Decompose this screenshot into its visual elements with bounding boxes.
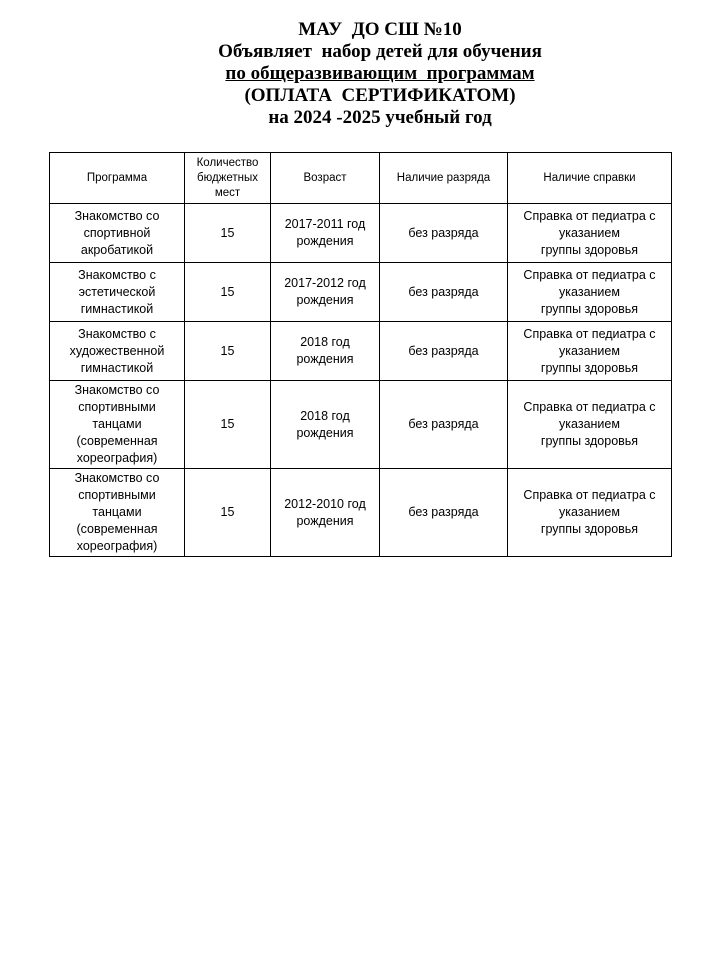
table-row [50,469,672,557]
column-header-age: Возраст [271,153,380,204]
rank-cell: без разряда [380,322,508,381]
places-cell: 15 [185,204,271,263]
column-header-places: Количество бюджетных мест [185,153,271,204]
certificate-cell: Справка от педиатра с указанием группы здоровья [508,469,672,557]
program-cell: Знакомство со спортивными танцами (современная хореография) [50,469,185,557]
places-cell: 15 [185,322,271,381]
age-cell: 2017-2012 год рождения [271,263,380,322]
certificate-cell: Справка от педиатра с указанием группы здоровья [508,263,672,322]
announcement-header [0,19,720,129]
rank-cell: без разряда [380,381,508,469]
school-name: МАУ ДО СШ №10 [298,19,462,40]
places-cell: 15 [185,469,271,557]
payment-note: (ОПЛАТА СЕРТИФИКАТОМ) [244,85,516,106]
age-cell: 2018 год рождения [271,322,380,381]
table-row [50,263,672,322]
table-header-row [50,153,672,204]
column-header-rank: Наличие разряда [380,153,508,204]
school-year: на 2024 -2025 учебный год [268,107,492,128]
age-cell: 2017-2011 год рождения [271,204,380,263]
age-cell: 2018 год рождения [271,381,380,469]
program-cell: Знакомство с художественной гимнастикой [50,322,185,381]
enrollment-table [49,152,672,557]
places-cell: 15 [185,381,271,469]
program-cell: Знакомство со спортивной акробатикой [50,204,185,263]
program-cell: Знакомство со спортивными танцами (современная хореография) [50,381,185,469]
announcement-title: Объявляет набор детей для обучения [218,41,542,62]
table-row [50,381,672,469]
table-row [50,322,672,381]
places-cell: 15 [185,263,271,322]
certificate-cell: Справка от педиатра с указанием группы здоровья [508,322,672,381]
rank-cell: без разряда [380,204,508,263]
certificate-cell: Справка от педиатра с указанием группы здоровья [508,381,672,469]
certificate-cell: Справка от педиатра с указанием группы здоровья [508,204,672,263]
program-type-subtitle: по общеразвивающим программам [225,63,535,84]
column-header-program: Программа [50,153,185,204]
table-row [50,204,672,263]
column-header-certificate: Наличие справки [508,153,672,204]
program-cell: Знакомство с эстетической гимнастикой [50,263,185,322]
rank-cell: без разряда [380,469,508,557]
rank-cell: без разряда [380,263,508,322]
age-cell: 2012-2010 год рождения [271,469,380,557]
